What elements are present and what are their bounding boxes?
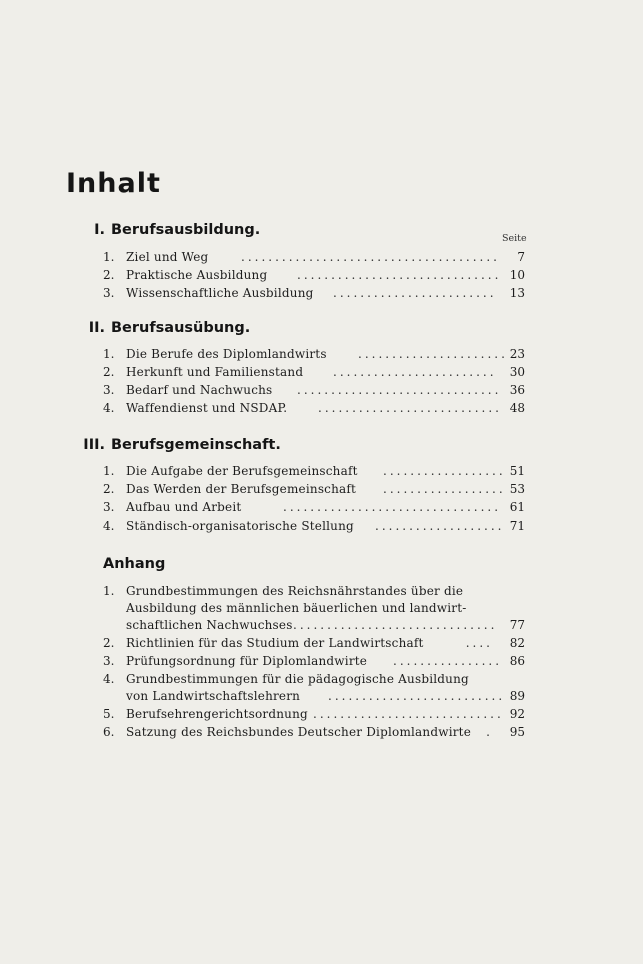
entry-title: Ständisch-organisatorische Stellung (126, 519, 354, 533)
entry-number: 2. (103, 636, 115, 650)
entry-page: 89 (509, 689, 525, 703)
entry-title: Herkunft und Familienstand (126, 365, 304, 379)
entry-page: 51 (509, 464, 525, 478)
entry-page: 86 (509, 654, 525, 668)
entry-title: Ziel und Weg (126, 250, 209, 264)
toc-entry (103, 671, 525, 688)
entry-page: 30 (509, 365, 525, 379)
toc-entry (103, 518, 525, 535)
toc-entry (103, 249, 525, 266)
leader-dots: .... (465, 636, 493, 650)
entry-page: 82 (509, 636, 525, 650)
entry-number: 4. (103, 401, 115, 415)
entry-title: Berufsehrengerichtsordnung (126, 707, 308, 721)
toc-entry (103, 364, 525, 381)
entry-title: Die Aufgabe der Berufsgemeinschaft (126, 464, 358, 478)
toc-entry (103, 382, 525, 399)
entry-page: 23 (509, 347, 525, 361)
toc-entry-cont (103, 688, 525, 705)
toc-entry (103, 706, 525, 723)
section-number: III. (83, 437, 105, 453)
page-title: Inhalt (66, 168, 161, 199)
leader-dots: ................ (393, 654, 503, 668)
entry-title: Satzung des Reichsbundes Deutscher Diplomlandwirte (126, 725, 471, 739)
entry-number: 1. (103, 464, 115, 478)
entry-title: Richtlinien für das Studium der Landwirtschaft (126, 636, 424, 650)
entry-page: 13 (509, 286, 525, 300)
entry-title: Wissenschaftliche Ausbildung (126, 286, 314, 300)
toc-entry (103, 653, 525, 670)
toc-entry (103, 463, 525, 480)
leader-dots: .............................. (297, 383, 502, 397)
entry-page: 10 (509, 268, 525, 282)
leader-dots: .................. (383, 482, 506, 496)
entry-title-line: Grundbestimmungen des Reichsnährstandes über die (126, 584, 464, 598)
entry-number: 3. (103, 383, 115, 397)
leader-dots: ........................ (333, 286, 497, 300)
leader-dots: ................................ (283, 500, 502, 514)
section-heading-2 (70, 320, 250, 336)
entry-number: 4. (103, 672, 115, 686)
entry-page: 95 (509, 725, 525, 739)
section-heading-3 (70, 437, 281, 453)
toc-entry (103, 267, 525, 284)
toc-entry (103, 583, 525, 600)
entry-number: 2. (103, 482, 115, 496)
entry-page: 92 (509, 707, 525, 721)
entry-title: Aufbau und Arbeit (126, 500, 242, 514)
entry-title: Das Werden der Berufsgemeinschaft (126, 482, 357, 496)
entry-title: Bedarf und Nachwuchs (126, 383, 273, 397)
entry-page: 53 (509, 482, 525, 496)
toc-entry (103, 499, 525, 516)
leader-dots: ........................... (318, 401, 502, 415)
section-title: Berufsgemeinschaft. (111, 437, 281, 453)
leader-dots: .................. (383, 464, 506, 478)
entry-number: 6. (103, 725, 115, 739)
section-number: II. (88, 320, 105, 336)
toc-entry (103, 635, 525, 652)
entry-title-line: schaftlichen Nachwuchses (126, 618, 293, 632)
section-title: Berufsausbildung. (111, 222, 261, 238)
toc-entry (103, 285, 525, 302)
entry-page: 36 (509, 383, 525, 397)
leader-dots: ............................ (313, 707, 504, 721)
toc-entry (103, 400, 525, 417)
entry-title: Die Berufe des Diplomlandwirts (126, 347, 327, 361)
entry-title-line: Grundbestimmungen für die pädagogische Ausbildung (126, 672, 469, 686)
leader-dots: ........................ (333, 365, 497, 379)
section-number: I. (94, 222, 105, 238)
toc-entry-cont (103, 617, 525, 634)
leader-dots: ...................... (358, 347, 508, 361)
appendix-heading: Anhang (103, 556, 166, 572)
entry-page: 71 (509, 519, 525, 533)
entry-number: 1. (103, 250, 115, 264)
entry-number: 4. (103, 519, 115, 533)
toc-entry (103, 481, 525, 498)
entry-number: 5. (103, 707, 115, 721)
entry-title: Waffendienst und NSDAP. (126, 401, 288, 415)
entry-title: Prüfungsordnung für Diplomlandwirte (126, 654, 368, 668)
leader-dots: . (486, 725, 493, 739)
section-heading-1 (70, 222, 260, 238)
toc-entry (103, 724, 525, 741)
entry-number: 3. (103, 286, 115, 300)
leader-dots: .............................. (297, 268, 502, 282)
entry-title: Praktische Ausbildung (126, 268, 268, 282)
leader-dots: ................... (375, 519, 505, 533)
leader-dots: ...................................... (241, 250, 500, 264)
leader-dots: .............................. (293, 618, 498, 632)
toc-entry (103, 346, 525, 363)
entry-page: 77 (509, 618, 525, 632)
entry-title-line: von Landwirtschaftslehrern (126, 689, 301, 703)
leader-dots: .......................... (328, 689, 506, 703)
entry-page: 48 (509, 401, 525, 415)
section-title: Berufsausübung. (111, 320, 251, 336)
entry-number: 3. (103, 654, 115, 668)
entry-number: 2. (103, 365, 115, 379)
entry-number: 3. (103, 500, 115, 514)
entry-page: 61 (509, 500, 525, 514)
entry-number: 2. (103, 268, 115, 282)
page-column-label: Seite (502, 233, 527, 244)
entry-page: 7 (517, 250, 525, 264)
entry-number: 1. (103, 347, 115, 361)
entry-title-line: Ausbildung des männlichen bäuerlichen und landwirt- (126, 601, 467, 615)
entry-number: 1. (103, 584, 115, 598)
